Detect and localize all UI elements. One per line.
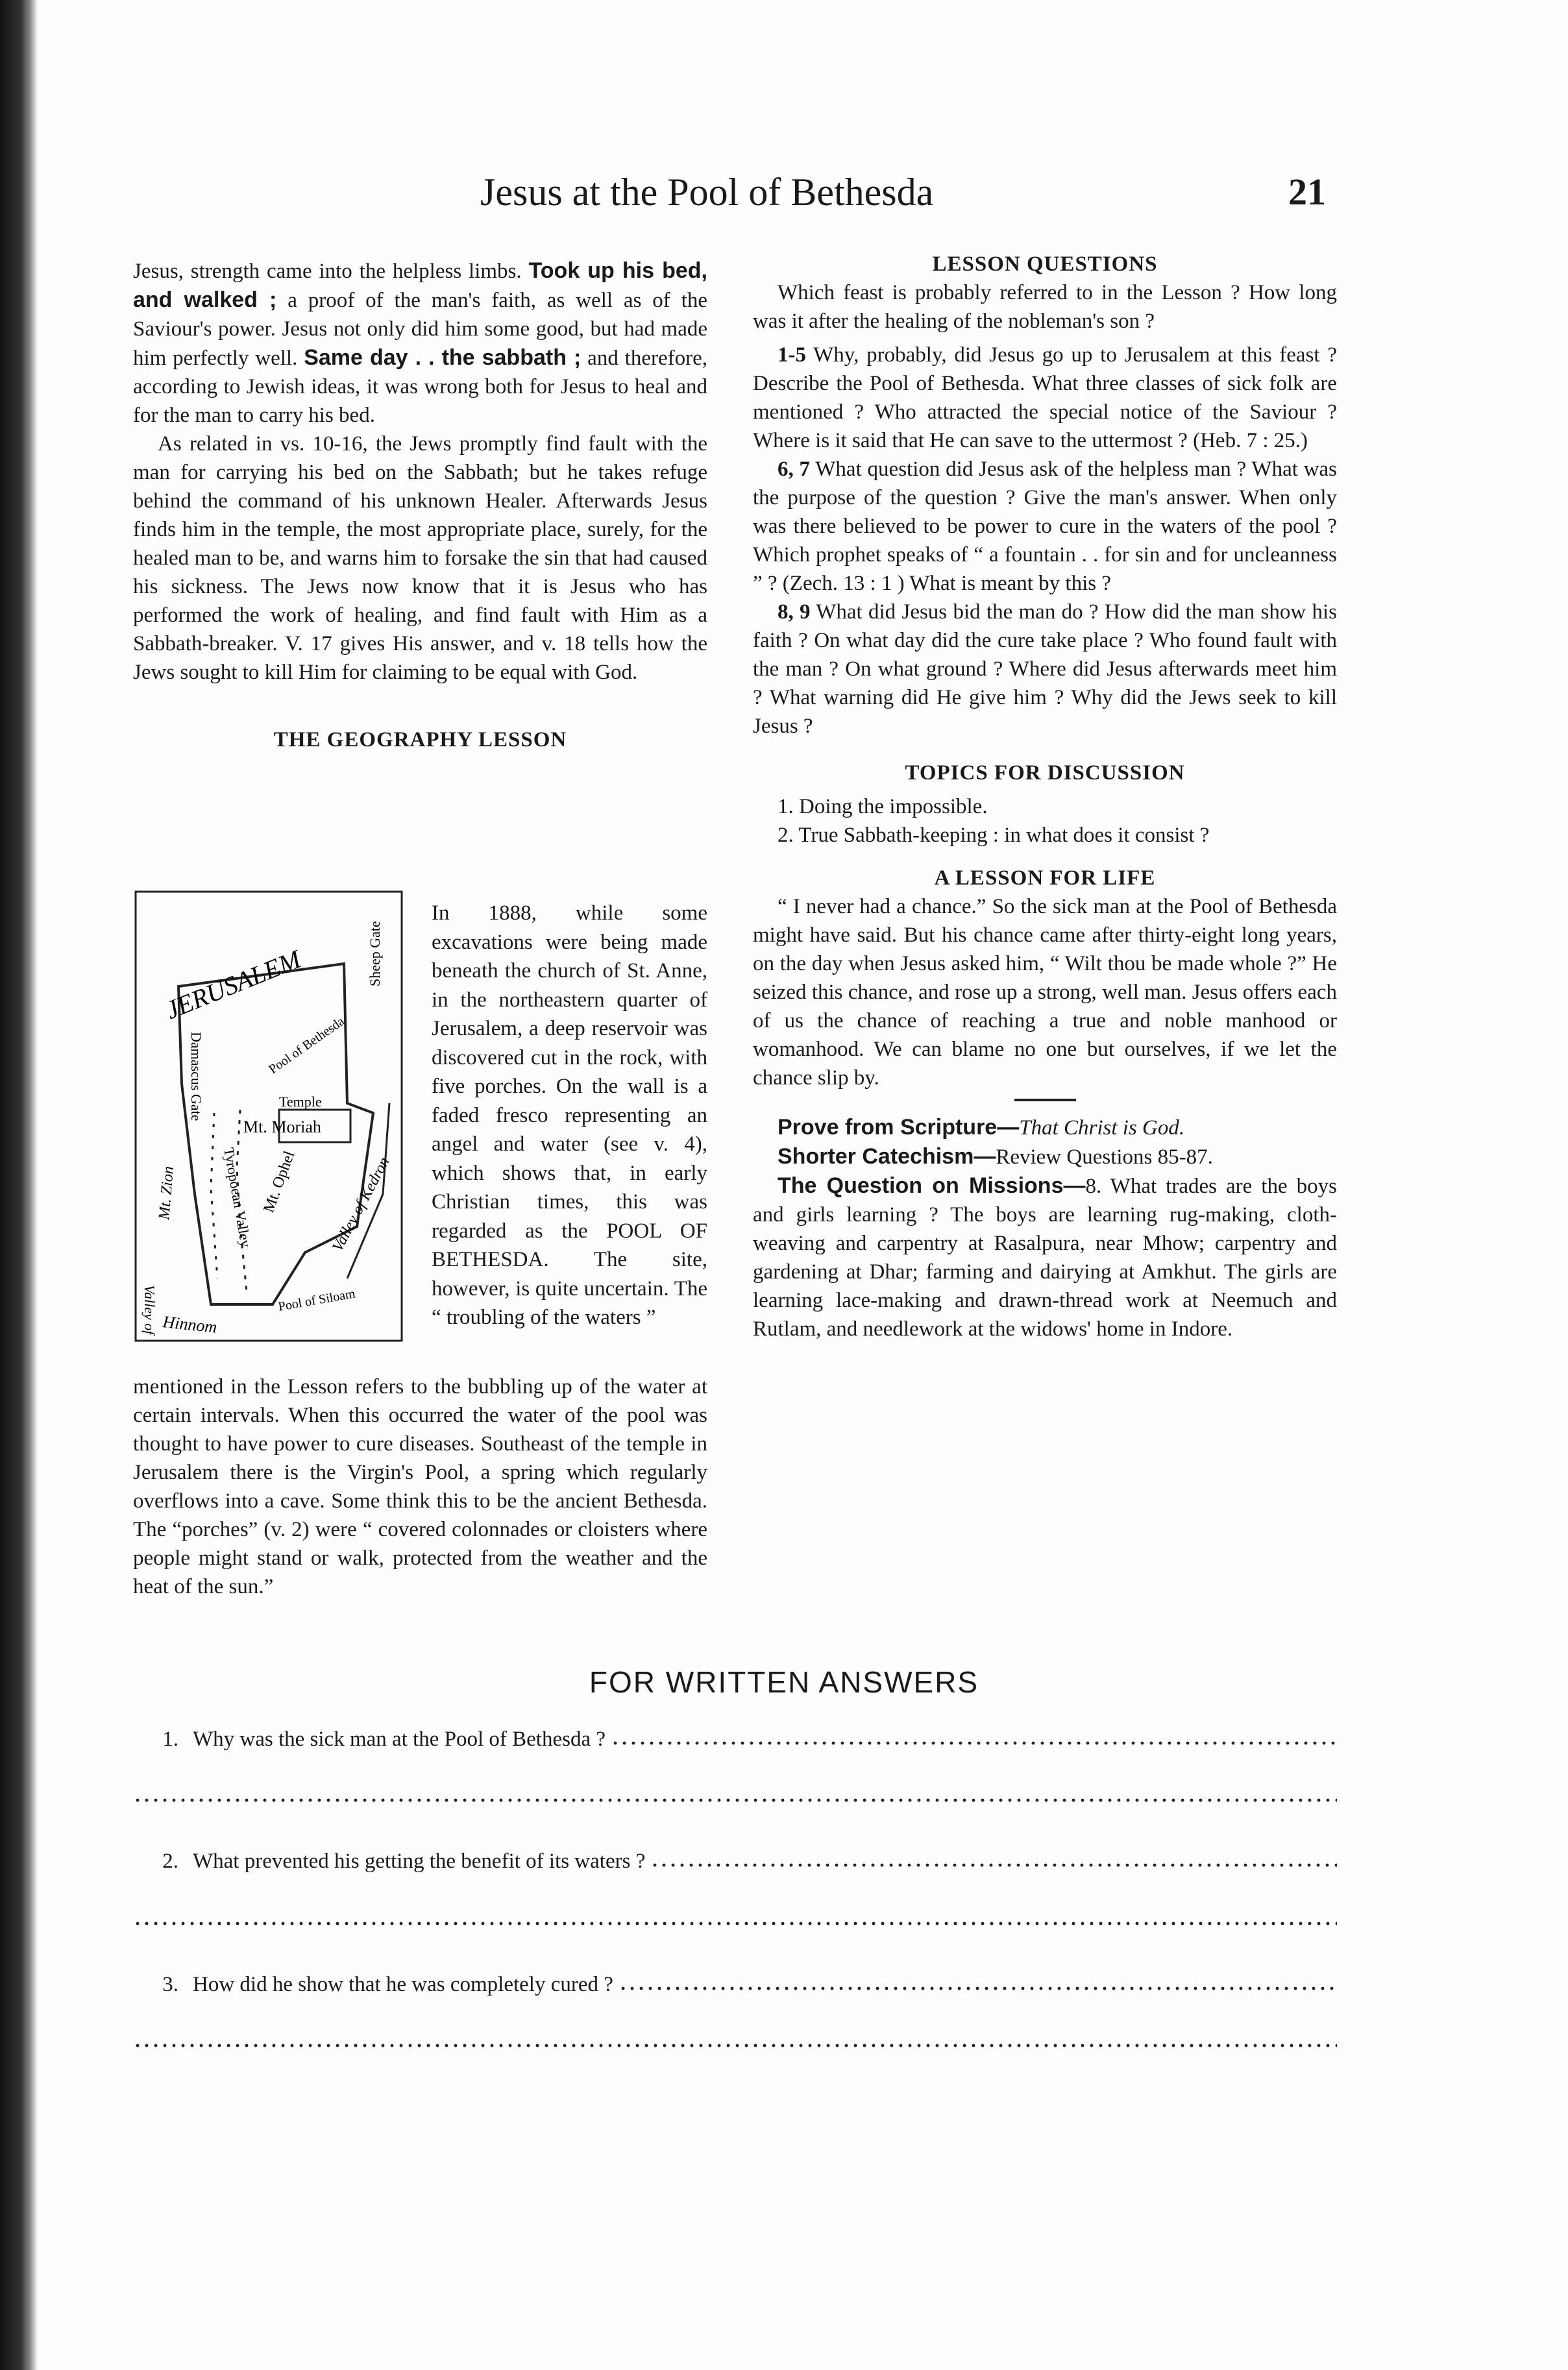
shorter-catechism	[753, 1142, 1337, 1171]
para1-e: and therefore, according to Jewish ideas, it was wrong both for Jesus to heal and for the man to carry his bed.	[133, 347, 707, 427]
lesson-question-2-text: Why, probably, did Jesus go up to Jerusalem at this feast ? Describe the Pool of Bethesda. What three classes of sick folk are mentioned ? Who attracted the special notice of the Saviour ? Where is it said that He can save to the uttermost ? (Heb. 7 : 25.)	[753, 343, 1337, 452]
paragraph-2: As related in vs. 10-16, the Jews promptly find fault with the man for carrying his bed on the Sabbath; but he takes refuge behind the command of his unknown Healer. Afterwards Jesus finds him in the temple, the most appropriate place, surely, for the healed man to be, and warns him to forsake the sin that had caused his sickness. The Jews now know that it is Jesus who has performed the work of healing, and find fault with Him as a Sabbath-breaker. V. 17 gives His answer, and v. 18 tells how the Jews sought to kill Him for claiming to be equal with God.	[133, 432, 707, 684]
prove-from-scripture	[753, 1113, 1337, 1142]
lesson-question-2-ref: 1-5	[778, 343, 806, 367]
answer-line-3b[interactable]	[133, 2043, 1337, 2048]
missions-text: 8. What trades are the boys and girls learning ? The boys are learning rug-making, cloth-weaving and carpentry at Rasalpura, near Mhow; carpentry and gardening at Dhar; farming and dairying at Amkhut. The girls are learning lace-making and drawn-thread work at Neemuch and Rutlam, and needlework at the widows' home in Indore.	[753, 1175, 1337, 1341]
question-on-missions	[753, 1171, 1337, 1343]
map-label-hinnom: Hinnom	[162, 1312, 218, 1337]
written-question-2-text: What prevented his getting the benefit of its waters ?	[193, 1850, 646, 1873]
prove-text: That Christ is God.	[1019, 1116, 1185, 1140]
topics-heading: TOPICS FOR DISCUSSION	[905, 761, 1185, 785]
topic-1: 1. Doing the impossible.	[778, 795, 988, 818]
missions-label: The Question on Missions—	[778, 1173, 1086, 1198]
topic-2: 2. True Sabbath-keeping : in what does it consist ?	[778, 824, 1210, 847]
map-label-pool-bethesda: Pool of Bethesda	[266, 1014, 347, 1077]
written-question-3-number: 3.	[162, 1973, 178, 1996]
right-column	[753, 250, 1337, 1343]
map-label-valley-of: Valley of	[141, 1285, 158, 1335]
written-question-2-number: 2.	[162, 1850, 178, 1873]
written-question-3	[133, 1973, 1337, 1997]
geography-lesson-continued: mentioned in the Lesson refers to the bubbling up of the water at certain intervals. When this occurred the water of the pool was thought to have power to cure diseases. Southeast of the temple in Jerusalem there is the Virgin's Pool, a spring which regularly overflows into a cave. Some think this to be the ancient Bethesda. The “porches” (v. 2) were “ covered colonnades or cloisters where people might stand or walk, protected from the weather and the heat of the sun.”	[133, 1375, 707, 1598]
map-label-temple: Temple	[279, 1093, 322, 1110]
book-binding-edge	[0, 0, 38, 2370]
lesson-question-3	[753, 455, 1337, 598]
lesson-question-1: Which feast is probably referred to in the Lesson ? How long was it after the healing of the nobleman's son ?	[753, 281, 1337, 333]
paragraph-1	[133, 256, 707, 430]
written-question-1-text: Why was the sick man at the Pool of Bethesda ?	[193, 1728, 606, 1751]
para1-bold-same-day: Same day . . the sabbath ;	[304, 345, 582, 370]
prove-label: Prove from Scripture—	[778, 1115, 1020, 1140]
left-column	[133, 256, 707, 754]
map-label-sheep-gate: Sheep Gate	[367, 921, 383, 986]
map-label-valley-of-kedron: Valley of Kedron	[329, 1154, 393, 1254]
geography-lesson-heading: THE GEOGRAPHY LESSON	[273, 728, 567, 751]
map-label-mt-ophel: Mt. Ophel	[260, 1149, 299, 1216]
lesson-for-life-heading: A LESSON FOR LIFE	[934, 866, 1156, 890]
written-answers-heading: FOR WRITTEN ANSWERS	[589, 1665, 979, 1699]
answer-line-3a[interactable]	[619, 1986, 1337, 1990]
answer-line-1a[interactable]	[611, 1741, 1337, 1745]
lesson-question-2	[753, 341, 1337, 455]
map-label-mt-zion: Mt. Zion	[156, 1165, 178, 1221]
lesson-question-4-text: What did Jesus bid the man do ? How did the man show his faith ? On what day did the cure take place ? Who found fault with the man ? On what ground ? Where did Jesus afterwards meet him ? What warning did He give him ? Why did the Jews seek to kill Jesus ?	[753, 600, 1337, 738]
map-label-pool-siloam: Pool of Siloam	[277, 1286, 357, 1314]
written-question-3-text: How did he show that he was completely cured ?	[193, 1973, 613, 1996]
para1-a: Jesus, strength came into the helpless limbs.	[133, 260, 522, 283]
lesson-questions-heading: LESSON QUESTIONS	[932, 252, 1158, 276]
page-number: 21	[1288, 171, 1326, 213]
catechism-text: Review Questions 85-87.	[996, 1145, 1213, 1169]
lesson-question-4	[753, 598, 1337, 740]
map-label-tyropoean-valley: Tyropoean Valley	[221, 1146, 254, 1249]
lesson-question-3-text: What question did Jesus ask of the helpless man ? What was the purpose of the question ? Give the man's answer. When only was there believed to be power to cure in the waters of the pool ? Which prophet speaks of “ a fountain . . for sin and for uncleanness ” ? (Zech. 13 : 1 ) What is meant by this ?	[753, 458, 1338, 595]
written-question-1-number: 1.	[162, 1728, 178, 1751]
written-question-2	[133, 1850, 1337, 1874]
answer-line-2b[interactable]	[133, 1921, 1337, 1926]
answer-line-2a[interactable]	[650, 1863, 1337, 1867]
lesson-question-3-ref: 6, 7	[778, 458, 811, 481]
para1-bold-took-up: Took up his bed, and walked ;	[133, 258, 707, 312]
divider	[1014, 1099, 1076, 1101]
answer-line-1b[interactable]	[133, 1798, 1337, 1803]
page-title: Jesus at the Pool of Bethesda	[480, 171, 934, 214]
jerusalem-map	[133, 889, 406, 1347]
map-label-damascus-gate: Damascus Gate	[188, 1032, 204, 1121]
geography-lesson-text: In 1888, while some excavations were being made beneath the church of St. Anne, in the northeastern quarter of Jerusalem, a deep reservoir was discovered cut in the rock, with five porches. On the wall is a faded fresco representing an angel and water (see v. 4), which shows that, in early Christian times, this was regarded as the POOL OF BETHESDA. The site, however, is quite uncertain. The “ troubling of the waters ”	[432, 901, 707, 1329]
lesson-question-4-ref: 8, 9	[778, 600, 811, 624]
written-question-1	[133, 1728, 1337, 1752]
jerusalem-map-drawing	[133, 889, 406, 1347]
map-label-mt-moriah: Mt. Moriah	[243, 1118, 321, 1136]
catechism-label: Shorter Catechism—	[778, 1144, 996, 1169]
map-title-jerusalem: JERUSALEM	[161, 944, 305, 1025]
lesson-for-life-text: “ I never had a chance.” So the sick man at the Pool of Bethesda might have said. But his chance came after thirty-eight long years, on the day when Jesus asked him, “ Wilt thou be made whole ?” He seized this chance, and rose up a strong, well man. Jesus offers each of us the chance of reaching a true and noble manhood or womanhood. We can blame no one but ourselves, if we let the chance slip by.	[753, 895, 1337, 1090]
para1-c: a proof of the man's faith, as well as of the Saviour's power. Jesus not only did him some good, but had made him perfectly well.	[133, 289, 707, 370]
